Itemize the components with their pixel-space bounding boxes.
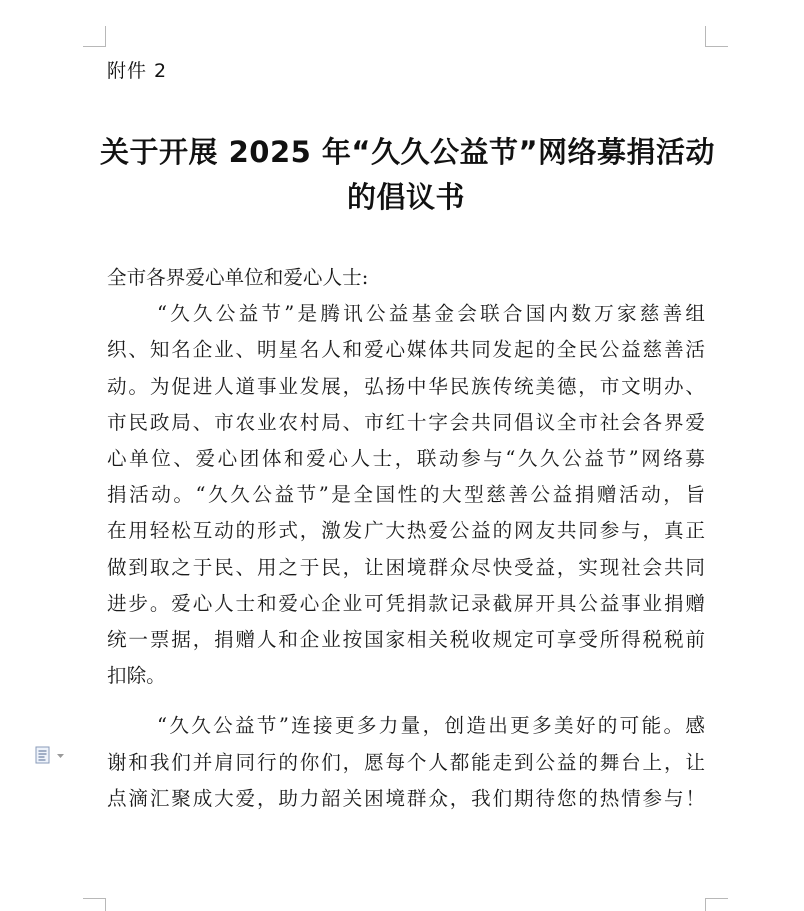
paragraph-line: 做到取之于民、用之于民，让困境群众尽快受益，实现社会共同: [107, 555, 705, 579]
paragraph-line: 织、知名企业、明星名人和爱心媒体共同发起的全民公益慈善活: [107, 338, 705, 362]
title-line-2: 的倡议书: [346, 180, 465, 214]
paragraph-2: [107, 708, 705, 817]
paragraph-line: 动。为促进人道事业发展，弘扬中华民族传统美德，市文明办、: [107, 374, 705, 398]
crop-mark-top-left: [83, 26, 106, 47]
paragraph-line: 点滴汇聚成大爱，助力韶关困境群众，我们期待您的热情参与！: [107, 786, 705, 810]
document-body: [107, 260, 705, 817]
attachment-label: 附件 2: [107, 60, 168, 82]
paragraph-line: 市民政局、市农业农村局、市红十字会共同倡议全市社会各界爱: [107, 410, 705, 434]
salutation: 全市各界爱心单位和爱心人士:: [107, 266, 369, 289]
paragraph-line: “久久公益节”连接更多力量，创造出更多美好的可能。感: [157, 714, 705, 738]
document-format-icon-graphic: [35, 746, 65, 764]
document-title: [100, 130, 716, 220]
paragraph-line: 心单位、爱心团体和爱心人士，联动参与“久久公益节”网络募: [107, 447, 705, 471]
title-line-1: 关于开展 2025 年“久久公益节”网络募捐活动: [100, 135, 716, 169]
crop-mark-top-right: [705, 26, 728, 47]
paragraph-line: 扣除。: [107, 664, 166, 688]
paragraph-line: 统一票据，捐赠人和企业按国家相关税收规定可享受所得税税前: [107, 628, 705, 652]
paragraph-line: 进步。爱心人士和爱心企业可凭捐款记录截屏开具公益事业捐赠: [107, 591, 705, 615]
paragraph-1: [107, 296, 705, 694]
chevron-down-icon: [57, 754, 64, 758]
paragraph-line: 捐活动。“久久公益节”是全国性的大型慈善公益捐赠活动，旨: [107, 483, 705, 507]
crop-mark-bottom-left: [83, 898, 106, 911]
paragraph-line: “久久公益节”是腾讯公益基金会联合国内数万家慈善组: [157, 302, 705, 326]
document-format-icon[interactable]: [35, 745, 71, 765]
crop-mark-bottom-right: [705, 898, 728, 911]
paragraph-line: 谢和我们并肩同行的你们，愿每个人都能走到公益的舞台上，让: [107, 750, 705, 774]
paragraph-line: 在用轻松互动的形式，激发广大热爱公益的网友共同参与，真正: [107, 519, 705, 543]
